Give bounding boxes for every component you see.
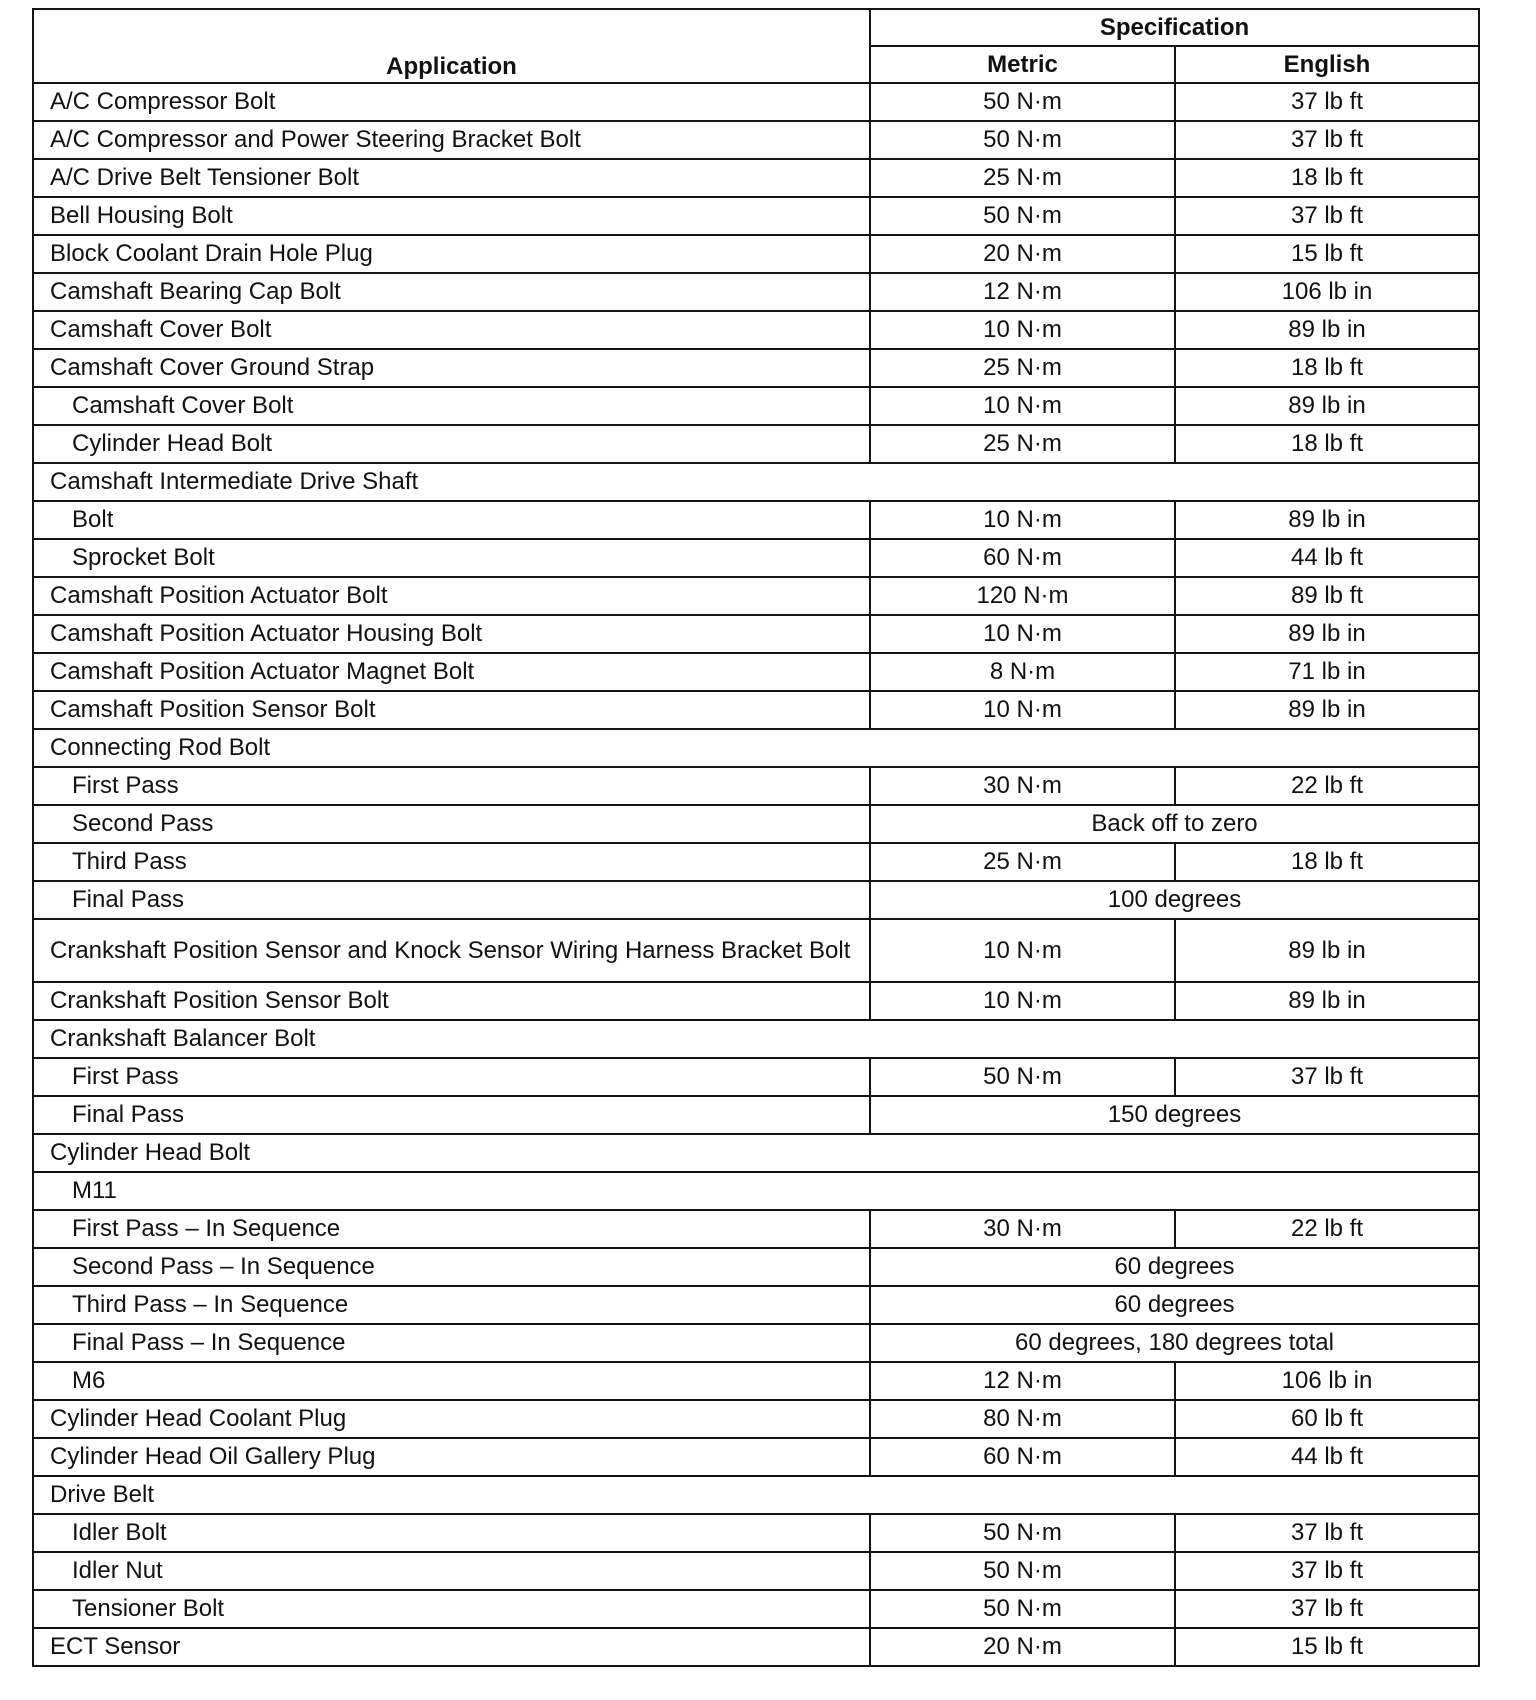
english-cell: 37 lb ft	[1175, 1590, 1479, 1628]
table-row	[33, 83, 1479, 121]
metric-cell: 80 N·m	[870, 1400, 1175, 1438]
metric-cell: 50 N·m	[870, 121, 1175, 159]
metric-cell: 60 N·m	[870, 1438, 1175, 1476]
application-cell: Second Pass	[33, 805, 870, 843]
metric-cell: 10 N·m	[870, 501, 1175, 539]
application-cell: Tensioner Bolt	[33, 1590, 870, 1628]
table-body	[33, 83, 1479, 1666]
application-cell: A/C Compressor Bolt	[33, 83, 870, 121]
table-row	[33, 1514, 1479, 1552]
table-row	[33, 425, 1479, 463]
english-cell: 18 lb ft	[1175, 159, 1479, 197]
english-cell: 60 lb ft	[1175, 1400, 1479, 1438]
metric-cell: 30 N·m	[870, 1210, 1175, 1248]
english-cell: 37 lb ft	[1175, 1058, 1479, 1096]
english-cell: 106 lb in	[1175, 273, 1479, 311]
metric-cell: 10 N·m	[870, 691, 1175, 729]
english-cell: 18 lb ft	[1175, 349, 1479, 387]
specification-table	[32, 8, 1480, 1667]
group-header-row	[33, 463, 1479, 501]
english-cell: 89 lb in	[1175, 501, 1479, 539]
english-cell: 37 lb ft	[1175, 83, 1479, 121]
metric-cell: 12 N·m	[870, 273, 1175, 311]
metric-cell: 50 N·m	[870, 1058, 1175, 1096]
application-cell: Cylinder Head Bolt	[33, 425, 870, 463]
application-cell: Camshaft Position Sensor Bolt	[33, 691, 870, 729]
english-cell: 89 lb in	[1175, 615, 1479, 653]
spec-span-cell: 150 degrees	[870, 1096, 1479, 1134]
application-cell: Crankshaft Position Sensor and Knock Sensor Wiring Harness Bracket Bolt	[33, 919, 870, 982]
table-row	[33, 982, 1479, 1020]
table-row	[33, 159, 1479, 197]
metric-cell: 50 N·m	[870, 1514, 1175, 1552]
table-row	[33, 273, 1479, 311]
application-cell: Idler Nut	[33, 1552, 870, 1590]
application-cell: Second Pass – In Sequence	[33, 1248, 870, 1286]
metric-cell: 120 N·m	[870, 577, 1175, 615]
table-row	[33, 387, 1479, 425]
table-row	[33, 919, 1479, 982]
table-row	[33, 197, 1479, 235]
english-cell: 18 lb ft	[1175, 425, 1479, 463]
english-cell: 44 lb ft	[1175, 1438, 1479, 1476]
metric-cell: 10 N·m	[870, 387, 1175, 425]
table-row	[33, 349, 1479, 387]
english-cell: 89 lb ft	[1175, 577, 1479, 615]
metric-cell: 30 N·m	[870, 767, 1175, 805]
metric-cell: 25 N·m	[870, 843, 1175, 881]
metric-cell: 12 N·m	[870, 1362, 1175, 1400]
english-cell: 89 lb in	[1175, 919, 1479, 982]
table-row	[33, 1248, 1479, 1286]
metric-cell: 50 N·m	[870, 1590, 1175, 1628]
table-row	[33, 1286, 1479, 1324]
table-row	[33, 577, 1479, 615]
application-cell: First Pass	[33, 1058, 870, 1096]
application-cell: First Pass – In Sequence	[33, 1210, 870, 1248]
application-cell: Crankshaft Balancer Bolt	[33, 1020, 1479, 1058]
application-cell: M6	[33, 1362, 870, 1400]
metric-cell: 60 N·m	[870, 539, 1175, 577]
table-row	[33, 1438, 1479, 1476]
spec-span-cell: Back off to zero	[870, 805, 1479, 843]
specification-header: Specification	[870, 9, 1479, 46]
metric-cell: 20 N·m	[870, 235, 1175, 273]
application-cell: Camshaft Cover Ground Strap	[33, 349, 870, 387]
table-header	[33, 9, 1479, 83]
header-row-top	[33, 9, 1479, 46]
metric-cell: 20 N·m	[870, 1628, 1175, 1666]
metric-cell: 8 N·m	[870, 653, 1175, 691]
application-cell: Camshaft Position Actuator Housing Bolt	[33, 615, 870, 653]
application-cell: Connecting Rod Bolt	[33, 729, 1479, 767]
table-row	[33, 615, 1479, 653]
english-cell: 22 lb ft	[1175, 1210, 1479, 1248]
table-row	[33, 1628, 1479, 1666]
table-row	[33, 501, 1479, 539]
english-cell: 37 lb ft	[1175, 121, 1479, 159]
application-cell: Final Pass	[33, 881, 870, 919]
application-cell: Drive Belt	[33, 1476, 1479, 1514]
metric-cell: 10 N·m	[870, 311, 1175, 349]
table-row	[33, 767, 1479, 805]
application-cell: Camshaft Intermediate Drive Shaft	[33, 463, 1479, 501]
torque-spec-sheet	[32, 8, 1478, 1667]
table-row	[33, 235, 1479, 273]
application-cell: Final Pass – In Sequence	[33, 1324, 870, 1362]
application-cell: Idler Bolt	[33, 1514, 870, 1552]
table-row	[33, 1324, 1479, 1362]
application-cell: Camshaft Cover Bolt	[33, 387, 870, 425]
application-cell: Third Pass – In Sequence	[33, 1286, 870, 1324]
table-row	[33, 1096, 1479, 1134]
table-row	[33, 881, 1479, 919]
english-cell: 18 lb ft	[1175, 843, 1479, 881]
group-header-row	[33, 1476, 1479, 1514]
spec-span-cell: 100 degrees	[870, 881, 1479, 919]
english-cell: 89 lb in	[1175, 982, 1479, 1020]
english-cell: 71 lb in	[1175, 653, 1479, 691]
application-cell: Crankshaft Position Sensor Bolt	[33, 982, 870, 1020]
application-cell: Bolt	[33, 501, 870, 539]
application-cell: Cylinder Head Oil Gallery Plug	[33, 1438, 870, 1476]
english-header: English	[1175, 46, 1479, 83]
table-row	[33, 691, 1479, 729]
application-cell: ECT Sensor	[33, 1628, 870, 1666]
english-cell: 89 lb in	[1175, 387, 1479, 425]
application-cell: First Pass	[33, 767, 870, 805]
application-cell: A/C Compressor and Power Steering Bracket Bolt	[33, 121, 870, 159]
metric-cell: 10 N·m	[870, 982, 1175, 1020]
application-cell: Block Coolant Drain Hole Plug	[33, 235, 870, 273]
english-cell: 37 lb ft	[1175, 1514, 1479, 1552]
english-cell: 44 lb ft	[1175, 539, 1479, 577]
table-row	[33, 121, 1479, 159]
metric-header: Metric	[870, 46, 1175, 83]
table-row	[33, 653, 1479, 691]
metric-cell: 10 N·m	[870, 919, 1175, 982]
application-cell: A/C Drive Belt Tensioner Bolt	[33, 159, 870, 197]
group-header-row	[33, 729, 1479, 767]
english-cell: 89 lb in	[1175, 691, 1479, 729]
application-cell: Cylinder Head Coolant Plug	[33, 1400, 870, 1438]
metric-cell: 25 N·m	[870, 425, 1175, 463]
english-cell: 15 lb ft	[1175, 235, 1479, 273]
metric-cell: 50 N·m	[870, 197, 1175, 235]
table-row	[33, 1400, 1479, 1438]
group-header-row	[33, 1172, 1479, 1210]
application-cell: Third Pass	[33, 843, 870, 881]
english-cell: 89 lb in	[1175, 311, 1479, 349]
group-header-row	[33, 1020, 1479, 1058]
application-cell: Sprocket Bolt	[33, 539, 870, 577]
metric-cell: 25 N·m	[870, 159, 1175, 197]
metric-cell: 50 N·m	[870, 83, 1175, 121]
application-cell: Camshaft Position Actuator Bolt	[33, 577, 870, 615]
metric-cell: 50 N·m	[870, 1552, 1175, 1590]
table-row	[33, 311, 1479, 349]
metric-cell: 25 N·m	[870, 349, 1175, 387]
application-cell: Camshaft Cover Bolt	[33, 311, 870, 349]
application-cell: Cylinder Head Bolt	[33, 1134, 1479, 1172]
table-row	[33, 539, 1479, 577]
english-cell: 22 lb ft	[1175, 767, 1479, 805]
table-row	[33, 1362, 1479, 1400]
spec-span-cell: 60 degrees, 180 degrees total	[870, 1324, 1479, 1362]
table-row	[33, 805, 1479, 843]
english-cell: 15 lb ft	[1175, 1628, 1479, 1666]
table-row	[33, 1590, 1479, 1628]
english-cell: 37 lb ft	[1175, 197, 1479, 235]
table-row	[33, 1210, 1479, 1248]
application-cell: M11	[33, 1172, 1479, 1210]
spec-span-cell: 60 degrees	[870, 1286, 1479, 1324]
spec-span-cell: 60 degrees	[870, 1248, 1479, 1286]
application-cell: Final Pass	[33, 1096, 870, 1134]
english-cell: 37 lb ft	[1175, 1552, 1479, 1590]
english-cell: 106 lb in	[1175, 1362, 1479, 1400]
application-cell: Camshaft Position Actuator Magnet Bolt	[33, 653, 870, 691]
group-header-row	[33, 1134, 1479, 1172]
table-row	[33, 1552, 1479, 1590]
table-row	[33, 843, 1479, 881]
table-row	[33, 1058, 1479, 1096]
metric-cell: 10 N·m	[870, 615, 1175, 653]
application-cell: Bell Housing Bolt	[33, 197, 870, 235]
application-header: Application	[33, 9, 870, 83]
application-cell: Camshaft Bearing Cap Bolt	[33, 273, 870, 311]
